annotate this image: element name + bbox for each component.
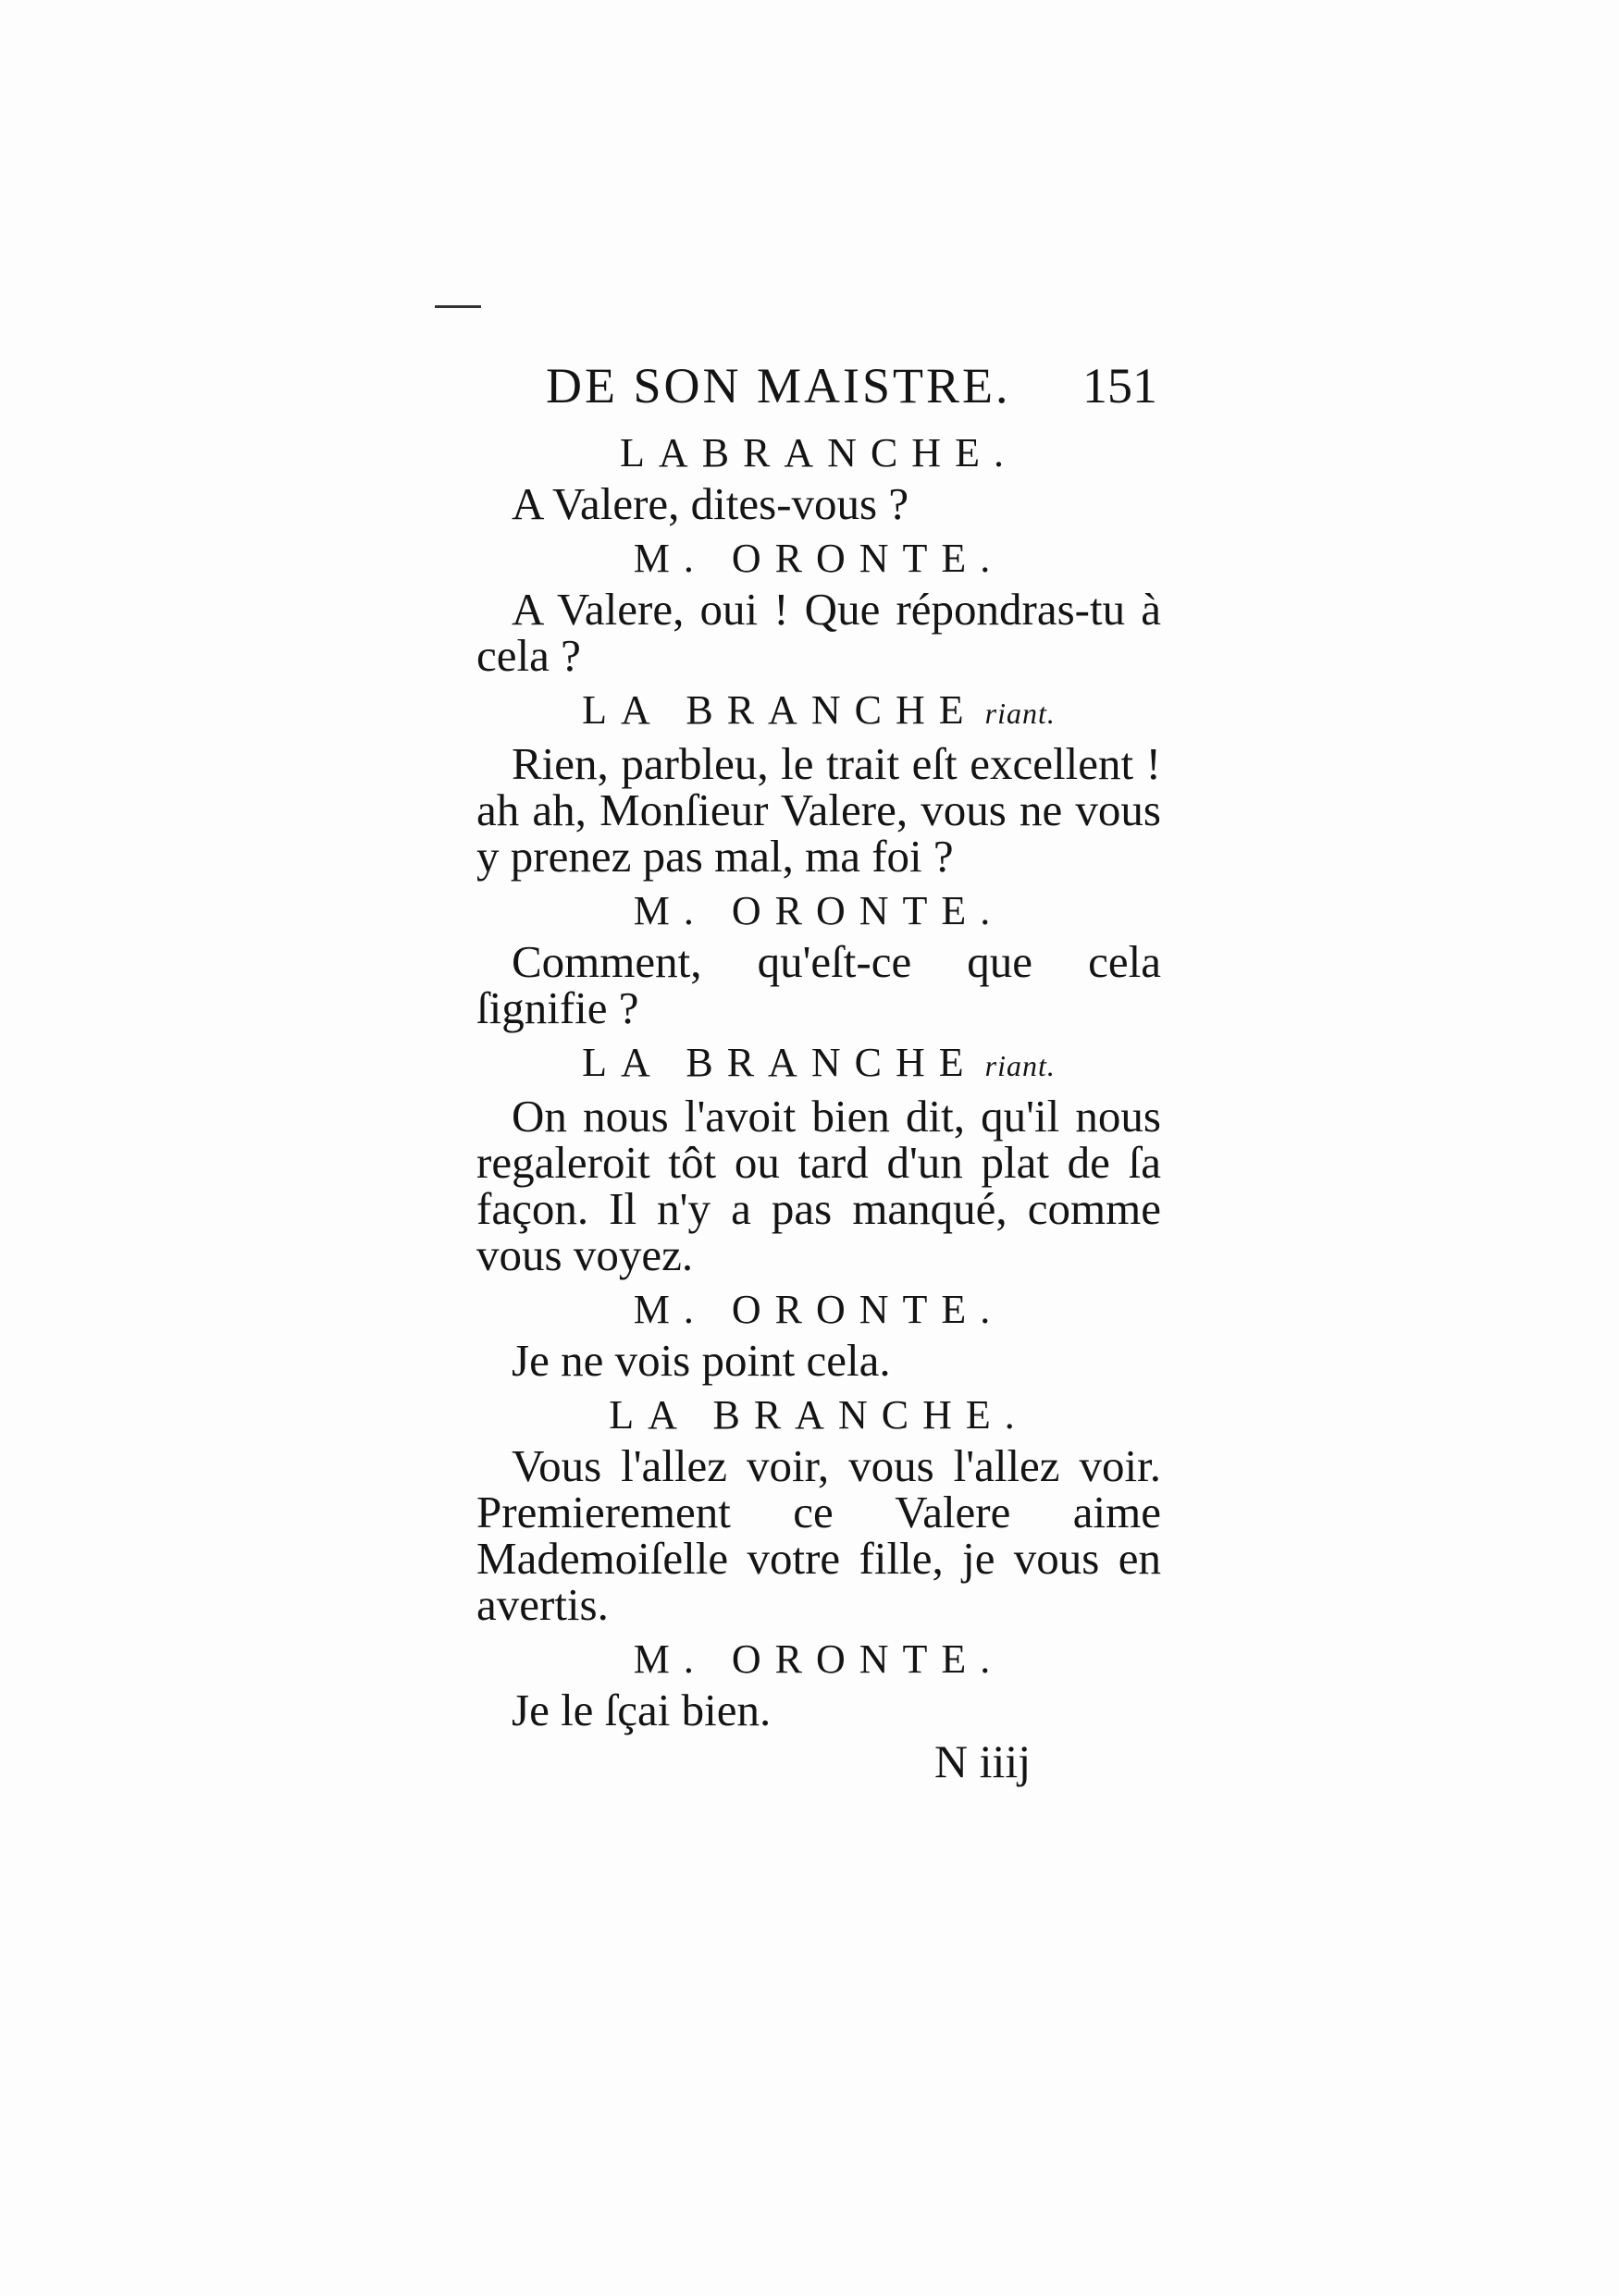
speaker-name — [476, 1284, 1161, 1338]
speaker-label: M. ORONTE. — [633, 536, 1005, 581]
speaker-name — [476, 1634, 1161, 1687]
running-head: DE SON MAISTRE. — [546, 358, 1011, 414]
speech-line: A Valere, dites-vous ? — [512, 478, 909, 529]
page-header — [0, 350, 1619, 424]
speech-line: On nous l'avoit bien dit, qu'il nous regaleroit tôt ou tard d'un plat de ſa façon. Il n'y a pas manqué, comme vous voyez. — [476, 1091, 1161, 1280]
speech-line: Rien, parbleu, le trait eſt excellent ! ah ah, Monſieur Valere, vous ne vous y prenez pas mal, ma foi ? — [476, 738, 1161, 882]
speaker-label: LA BRANCHE. — [609, 1392, 1029, 1438]
speaker-name — [476, 1037, 1161, 1093]
speaker-name — [476, 685, 1161, 741]
speaker-name — [476, 427, 1161, 481]
speech-line: Comment, qu'eſt-ce que cela ſignifie ? — [476, 936, 1161, 1033]
page-number: 151 — [1082, 358, 1157, 414]
speech-line: A Valere, oui ! Que répondras-tu à cela ? — [476, 584, 1161, 681]
dialogue-text — [476, 427, 1161, 1739]
speech-line: Je le ſçai bien. — [512, 1685, 772, 1735]
speaker-name — [476, 885, 1161, 939]
stage-direction: riant. — [984, 1049, 1056, 1082]
speaker-label: M. ORONTE. — [633, 1636, 1005, 1682]
stage-direction: riant. — [984, 697, 1056, 730]
speech-line: Vous l'allez voir, vous l'allez voir. Premierement ce Valere aime Mademoiſelle votre fille, je vous en avertis. — [476, 1440, 1161, 1630]
speaker-label: M. ORONTE. — [633, 1287, 1005, 1332]
speech-line: Je ne vois point cela. — [512, 1335, 891, 1386]
speaker-label: M. ORONTE. — [633, 888, 1005, 933]
speaker-name — [476, 533, 1161, 586]
speaker-label: LABRANCHE. — [620, 430, 1018, 475]
ink-mark — [435, 305, 481, 308]
speaker-name — [476, 1389, 1161, 1443]
speaker-label: LA BRANCHE — [582, 1040, 978, 1085]
signature-mark: N iiij — [934, 1735, 1032, 1787]
speaker-label: LA BRANCHE — [582, 687, 978, 733]
